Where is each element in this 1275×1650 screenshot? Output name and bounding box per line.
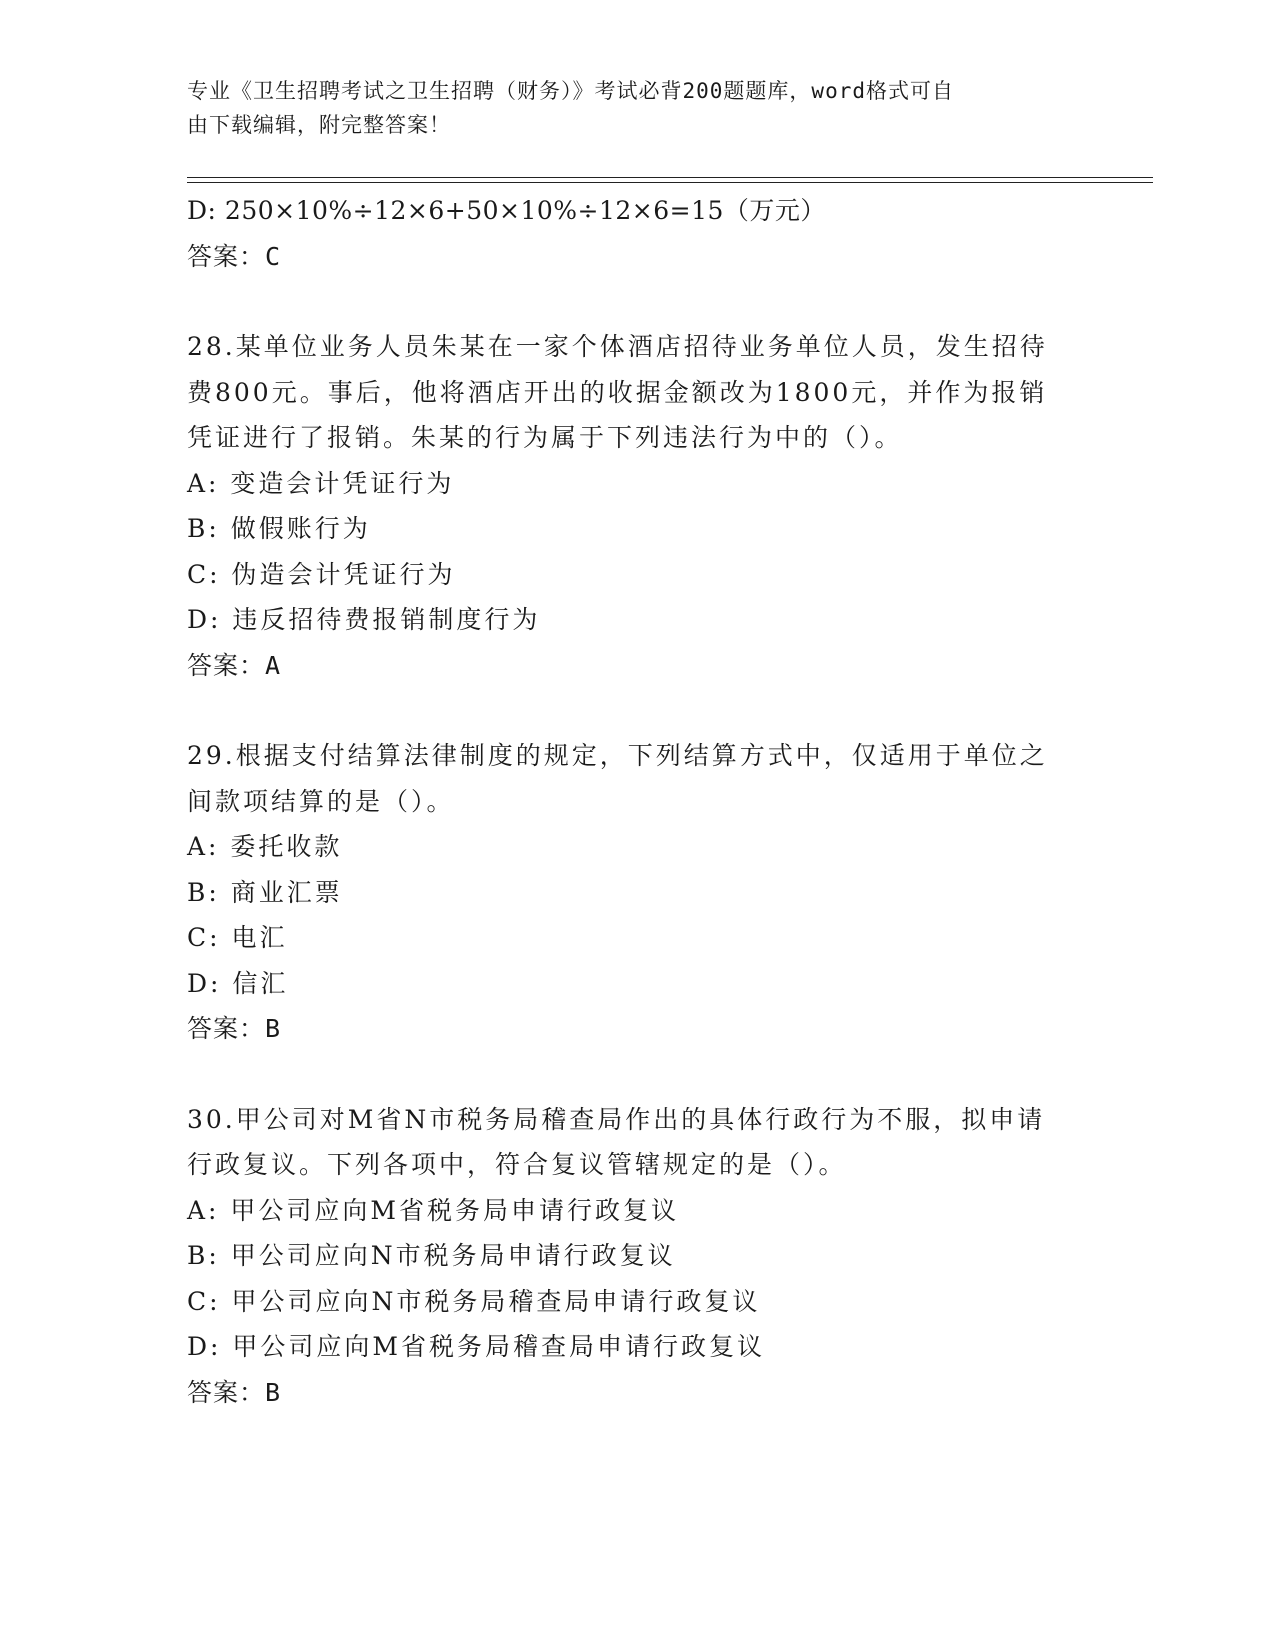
option-b: B: 做假账行为: [187, 514, 371, 543]
option-b: B: 甲公司应向N市税务局申请行政复议: [187, 1241, 676, 1270]
question-stem-line: 28.某单位业务人员朱某在一家个体酒店招待业务单位人员，发生招待: [187, 332, 1048, 361]
header-line-2: 由下载编辑，附完整答案！: [187, 113, 451, 137]
document-header: [187, 74, 1067, 142]
question-29: [187, 733, 1087, 1052]
prev-question-answer: 答案：C: [187, 241, 282, 271]
question-stem-line: 29.根据支付结算法律制度的规定，下列结算方式中，仅适用于单位之: [187, 741, 1048, 770]
question-28: [187, 324, 1087, 688]
question-list: [187, 188, 1087, 1415]
option-b: B: 商业汇票: [187, 877, 343, 907]
question-stem-line: 行政复议。下列各项中，符合复议管辖规定的是（）。: [187, 1150, 847, 1179]
question-stem-line: 30.甲公司对M省N市税务局稽查局作出的具体行政行为不服，拟申请: [187, 1104, 1046, 1134]
spacer: [187, 279, 1087, 324]
question-stem-line: 费800元。事后，他将酒店开出的收据金额改为1800元，并作为报销: [187, 377, 1048, 407]
question-30: [187, 1097, 1087, 1416]
prev-question-option-d: D: 250×10%÷12×6+50×10%÷12×6=15（万元）: [187, 196, 826, 225]
answer: 答案：B: [187, 1377, 282, 1407]
header-divider-top: [187, 177, 1153, 178]
header-divider-bottom: [187, 182, 1153, 183]
option-d: D: 信汇: [187, 968, 289, 998]
option-c: C: 伪造会计凭证行为: [187, 559, 456, 589]
option-d: D: 违反招待费报销制度行为: [187, 605, 541, 634]
spacer: [187, 688, 1087, 733]
option-d: D: 甲公司应向M省税务局稽查局申请行政复议: [187, 1332, 766, 1361]
header-line-1: 专业《卫生招聘考试之卫生招聘（财务）》考试必背200题题库，word格式可自: [187, 79, 954, 103]
option-c: C: 甲公司应向N市税务局稽查局申请行政复议: [187, 1286, 761, 1316]
spacer: [187, 1052, 1087, 1097]
answer: 答案：A: [187, 650, 282, 680]
answer: 答案：B: [187, 1014, 282, 1043]
question-stem-line: 凭证进行了报销。朱某的行为属于下列违法行为中的（）。: [187, 423, 903, 452]
question-stem-line: 间款项结算的是（）。: [187, 786, 455, 816]
option-a: A: 甲公司应向M省税务局申请行政复议: [187, 1195, 680, 1225]
option-a: A: 变造会计凭证行为: [187, 468, 455, 498]
option-a: A: 委托收款: [187, 832, 343, 861]
option-c: C: 电汇: [187, 923, 288, 952]
